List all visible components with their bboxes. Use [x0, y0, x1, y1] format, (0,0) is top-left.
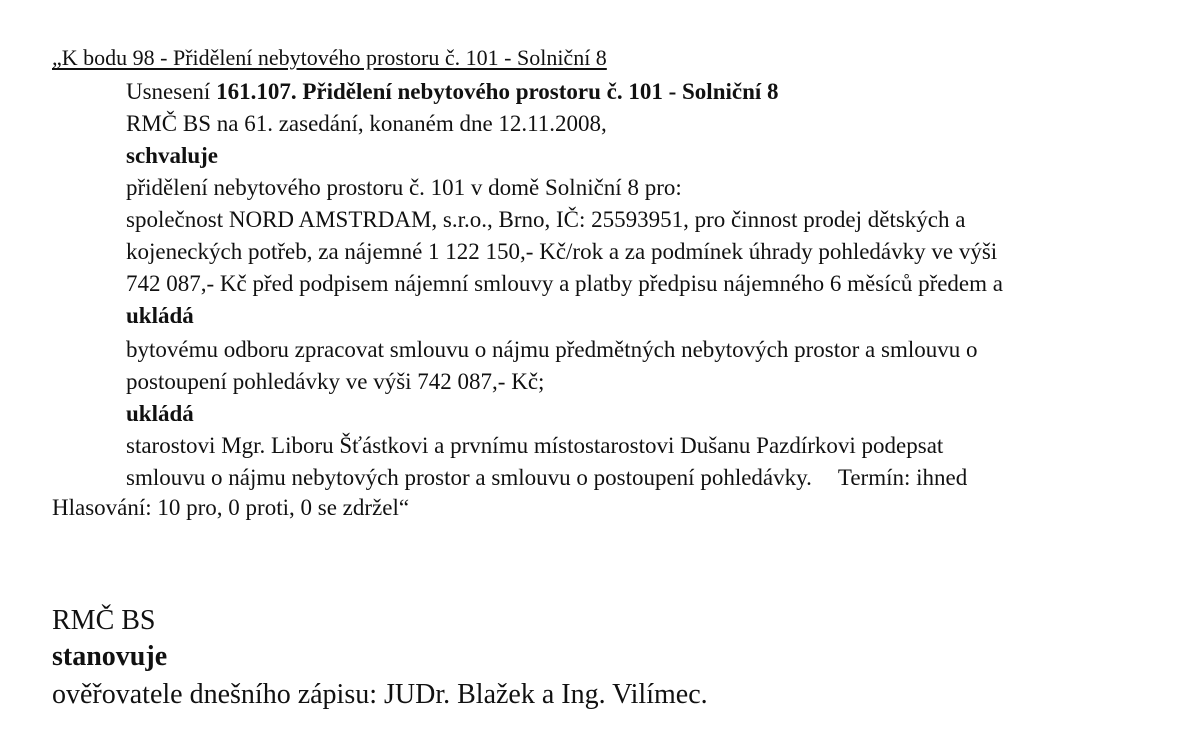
verb-impose-2: ukládá: [126, 401, 194, 426]
determination-body: RMČ BS: [52, 605, 156, 636]
usneseni-title: 161.107. Přidělení nebytového prostoru č. 101 - Solniční 8: [216, 79, 779, 104]
impose2-line-2-row: [126, 464, 967, 492]
approve-line-2: společnost NORD AMSTRDAM, s.r.o., Brno, IČ: 25593951, pro činnost prodej dětských a: [126, 207, 966, 232]
determination-verb: stanovuje: [52, 641, 168, 672]
deadline: Termín: ihned: [837, 465, 968, 490]
impose2-line-1: starostovi Mgr. Liboru Šťástkovi a prvnímu místostarostovi Dušanu Pazdírkovi podepsat: [126, 433, 944, 458]
cropped-text-fragment: [360, 0, 620, 6]
approve-line-3: kojeneckých potřeb, za nájemné 1 122 150,- Kč/rok a za podmínek úhrady pohledávky ve výši: [126, 239, 998, 264]
determination-text: ověřovatele dnešního zápisu: JUDr. Blažek a Ing. Vilímec.: [52, 679, 708, 710]
usneseni-prefix: Usnesení: [126, 79, 217, 104]
meeting-line: RMČ BS na 61. zasedání, konaném dne 12.11.2008,: [126, 111, 607, 136]
impose2-line-2: smlouvu o nájmu nebytových prostor a smlouvu o postoupení pohledávky.: [126, 465, 812, 490]
verb-impose-1: ukládá: [126, 303, 194, 328]
usneseni-line: [126, 78, 779, 106]
verb-approve: schvaluje: [126, 143, 218, 168]
approve-line-1: přidělení nebytového prostoru č. 101 v domě Solniční 8 pro:: [126, 175, 682, 200]
impose1-line-2: postoupení pohledávky ve výši 742 087,- Kč;: [126, 369, 545, 394]
impose1-line-1: bytovému odboru zpracovat smlouvu o nájmu předmětných nebytových prostor a smlouvu o: [126, 337, 978, 362]
vote-line: Hlasování: 10 pro, 0 proti, 0 se zdržel“: [52, 495, 410, 520]
approve-line-4: 742 087,- Kč před podpisem nájemní smlouvy a platby předpisu nájemného 6 měsíců předem a: [126, 271, 1003, 296]
resolution-heading: „K bodu 98 - Přidělení nebytového prostoru č. 101 - Solniční 8: [52, 45, 607, 70]
